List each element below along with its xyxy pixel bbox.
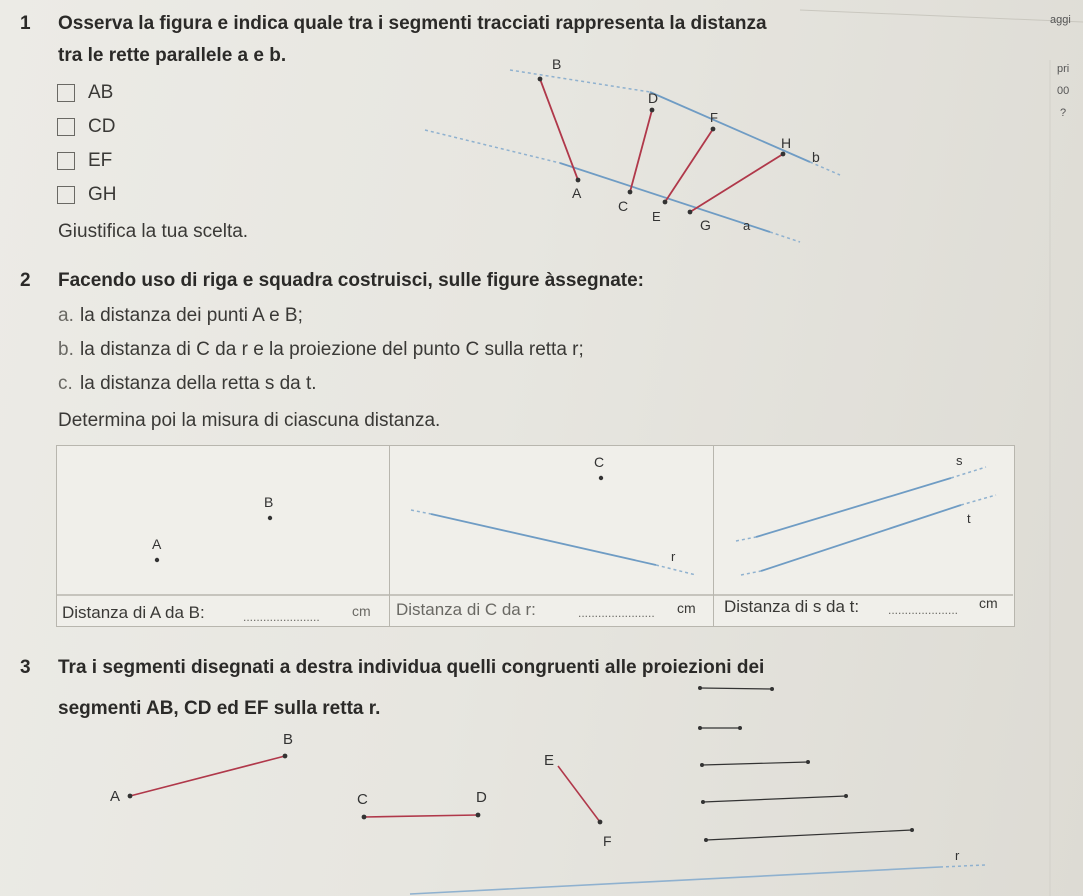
edge-text-3: ? <box>1060 107 1067 119</box>
ex3-segment-ab <box>130 756 285 796</box>
ex1-question-line2: tra le rette parallele a e b. <box>58 45 287 66</box>
ex3-line-r-dashed-end <box>940 865 985 867</box>
line-b-dashed-start <box>510 70 650 92</box>
ex3-point-c <box>362 815 367 820</box>
ex2-unit-3: cm <box>979 595 998 611</box>
ex2-item-c-letter: c. <box>58 373 73 394</box>
ex3-candidate-2-start <box>698 726 702 730</box>
ex2-label-t: t <box>967 511 971 526</box>
line-s-dashed-end <box>951 467 986 478</box>
ex2-item-a-text: la distanza dei punti A e B; <box>80 305 303 326</box>
ex2-item-b-text: la distanza di C da r e la proiezione del punto C sulla retta r; <box>80 339 584 360</box>
edge-text-1: pri <box>1057 63 1070 75</box>
ex3-segment-cd <box>364 815 478 817</box>
ex2-answer-2-field[interactable]: ....................... <box>578 606 655 620</box>
option-cd-checkbox[interactable] <box>57 118 75 136</box>
segment-gh <box>690 154 783 212</box>
point-d <box>650 108 655 113</box>
ex3-point-a <box>128 794 133 799</box>
ex3-point-b <box>283 754 288 759</box>
ex2-answer-1-field[interactable]: ....................... <box>243 610 320 624</box>
label-e: E <box>652 209 661 224</box>
ex3-line2: segmenti AB, CD ed EF sulla retta r. <box>58 698 381 719</box>
line-t-dashed-start <box>741 571 761 575</box>
ex2-caption-2: Distanza di C da r: <box>396 600 536 619</box>
option-ab-checkbox[interactable] <box>57 84 75 102</box>
ex2-panels-figures <box>56 445 1016 627</box>
line-r <box>431 514 656 565</box>
ex2-closing: Determina poi la misura di ciascuna distanza. <box>58 410 441 431</box>
ex3-label-f: F <box>603 833 612 849</box>
label-c: C <box>618 198 629 214</box>
ex1-justify: Giustifica la tua scelta. <box>58 221 249 242</box>
line-s-dashed-start <box>736 537 756 541</box>
ex3-candidate-4 <box>703 796 846 802</box>
ex3-candidate-4-end <box>844 794 848 798</box>
ex3-line-r <box>410 867 940 894</box>
point-g <box>688 210 693 215</box>
line-a <box>560 163 770 232</box>
label-h: H <box>781 135 792 151</box>
ex3-candidate-1-end <box>770 687 774 691</box>
ex3-candidate-1 <box>700 688 772 689</box>
ex3-label-a: A <box>110 788 121 805</box>
ex2-label-c: C <box>594 454 605 470</box>
point-h <box>781 152 786 157</box>
line-r-dashed-start <box>411 510 431 514</box>
edge-text-2: 00 <box>1057 85 1070 97</box>
segment-ef <box>665 129 713 202</box>
ex3-candidate-5-end <box>910 828 914 832</box>
ex3-candidate-5 <box>706 830 912 840</box>
ex3-number: 3 <box>20 657 31 678</box>
line-t <box>761 505 961 571</box>
ex2-label-r: r <box>671 549 676 564</box>
label-g: G <box>700 217 711 233</box>
edge-text-top: aggi <box>1050 14 1071 26</box>
point-c <box>628 190 633 195</box>
line-b <box>650 92 810 162</box>
ex2-item-b-letter: b. <box>58 339 74 360</box>
ex3-point-d <box>476 813 481 818</box>
option-ab-label: AB <box>88 82 114 103</box>
option-ef-label: EF <box>88 150 113 171</box>
ex1-question-line1: Osserva la figura e indica quale tra i segmenti tracciati rappresenta la distanza <box>58 13 767 34</box>
label-b: B <box>552 56 562 72</box>
point-e <box>663 200 668 205</box>
option-ef-checkbox[interactable] <box>57 152 75 170</box>
ex3-candidate-1-start <box>698 686 702 690</box>
ex2-caption-3: Distanza di s da t: <box>724 597 860 616</box>
ex3-point-f <box>598 820 603 825</box>
option-gh-checkbox[interactable] <box>57 186 75 204</box>
option-cd-label: CD <box>88 116 116 137</box>
ex3-label-r: r <box>955 848 960 863</box>
label-d: D <box>648 90 659 106</box>
label-line-a: a <box>743 218 751 233</box>
ex2-item-c-text: la distanza della retta s da t. <box>80 373 317 394</box>
ex3-candidate-2-end <box>738 726 742 730</box>
ex2-unit-2: cm <box>677 600 696 616</box>
ex2-caption-1: Distanza di A da B: <box>62 603 205 622</box>
ex3-line1: Tra i segmenti disegnati a destra individua quelli congruenti alle proiezioni dei <box>58 657 765 678</box>
line-a-dashed-start <box>425 130 560 163</box>
ex3-candidate-3-start <box>700 763 704 767</box>
option-gh-label: GH <box>88 184 117 205</box>
ex3-label-e: E <box>544 752 555 769</box>
ex2-number: 2 <box>20 270 31 291</box>
point-f <box>711 127 716 132</box>
label-line-b: b <box>812 149 820 165</box>
ex2-label-b: B <box>264 494 274 510</box>
ex2-label-a: A <box>152 536 162 552</box>
ex2-item-a-letter: a. <box>58 305 74 326</box>
ex2-point-c <box>599 476 603 480</box>
segment-cd <box>630 110 652 192</box>
ex3-label-d: D <box>476 789 487 806</box>
ex3-segment-ef <box>558 766 600 822</box>
point-b <box>538 77 543 82</box>
ex2-answer-3-field[interactable]: ..................... <box>888 603 959 617</box>
point-a <box>576 178 581 183</box>
label-a: A <box>572 185 582 201</box>
line-s <box>756 478 951 537</box>
ex2-label-s: s <box>956 453 963 468</box>
ex3-candidate-3-end <box>806 760 810 764</box>
ex3-candidate-4-start <box>701 800 705 804</box>
ex3-figure <box>0 670 1050 896</box>
line-r-dashed-end <box>656 565 696 575</box>
ex2-point-b <box>268 516 272 520</box>
ex3-candidate-5-start <box>704 838 708 842</box>
ex2-point-a <box>155 558 159 562</box>
ex1-figure <box>400 50 860 250</box>
line-a-dashed-end <box>770 232 800 242</box>
ex3-candidate-3 <box>702 762 808 765</box>
line-t-dashed-end <box>961 495 996 505</box>
label-f: F <box>710 110 718 125</box>
ex2-instruction: Facendo uso di riga e squadra costruisci, sulle figure àssegnate: <box>58 270 645 291</box>
ex1-number: 1 <box>20 13 31 34</box>
ex2-unit-1: cm <box>352 603 371 619</box>
ex3-label-c: C <box>357 791 368 808</box>
ex3-label-b: B <box>283 731 294 748</box>
segment-ab <box>540 79 578 180</box>
